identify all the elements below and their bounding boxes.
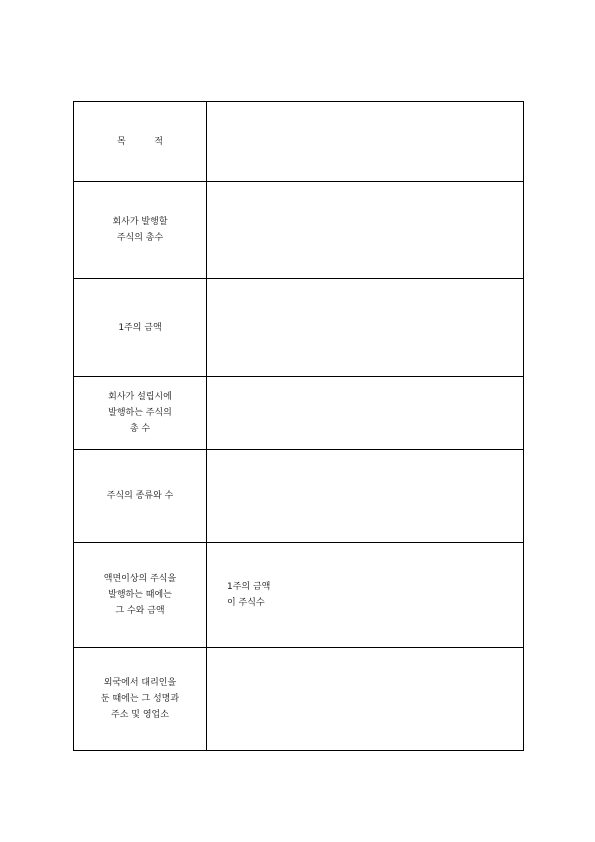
- above-par-value-text: [207, 579, 523, 611]
- par-value-value-cell[interactable]: [207, 279, 524, 377]
- above-par-label-line3: 그 수와 금액: [115, 606, 165, 616]
- authorized-shares-label: [74, 182, 207, 279]
- par-value-label-text: 1주의 금액: [118, 322, 162, 333]
- authorized-shares-label-line2: 주식의 총수: [116, 233, 164, 243]
- shares-issued-label-line3: 총 수: [129, 424, 151, 434]
- shares-issued-value-cell[interactable]: [207, 377, 524, 450]
- foreign-agent-value-cell[interactable]: [207, 648, 524, 751]
- shares-issued-label-line1: 회사가 설립시에: [108, 392, 172, 402]
- foreign-agent-label-line3: 주소 및 영업소: [111, 710, 169, 720]
- foreign-agent-label-line2: 둔 때에는 그 성명과: [100, 694, 180, 704]
- authorized-shares-label-line1: 회사가 발행할: [112, 217, 168, 227]
- form-row-authorized-shares: [74, 182, 524, 279]
- authorized-shares-value-cell[interactable]: [207, 182, 524, 279]
- form-row-purpose: [74, 102, 524, 182]
- registration-form-table: [73, 101, 524, 751]
- form-row-above-par-issuance: [74, 543, 524, 648]
- shares-issued-at-founding-label: [74, 377, 207, 450]
- above-par-issuance-label: [74, 543, 207, 648]
- purpose-label-text: 목 적: [117, 136, 163, 147]
- above-par-label-line2: 발행하는 때에는: [108, 590, 172, 600]
- above-par-value-line2: 이 주식수: [227, 598, 265, 608]
- above-par-label-line1: 액면이상의 주식을: [103, 574, 177, 584]
- share-classes-label: [74, 450, 207, 543]
- above-par-value-cell[interactable]: [207, 543, 524, 648]
- foreign-agent-label: [74, 648, 207, 751]
- par-value-label: [74, 279, 207, 377]
- above-par-value-line1: 1주의 금액: [227, 582, 271, 592]
- form-row-share-classes: [74, 450, 524, 543]
- form-row-par-value: [74, 279, 524, 377]
- share-classes-value-cell[interactable]: [207, 450, 524, 543]
- purpose-label: [74, 102, 207, 182]
- purpose-value-cell[interactable]: [207, 102, 524, 182]
- share-classes-label-text: 주식의 종류와 수: [106, 491, 174, 501]
- foreign-agent-label-line1: 외국에서 대리인을: [103, 678, 177, 688]
- form-row-shares-issued-at-founding: [74, 377, 524, 450]
- form-row-foreign-agent: [74, 648, 524, 751]
- shares-issued-label-line2: 발행하는 주식의: [108, 408, 172, 418]
